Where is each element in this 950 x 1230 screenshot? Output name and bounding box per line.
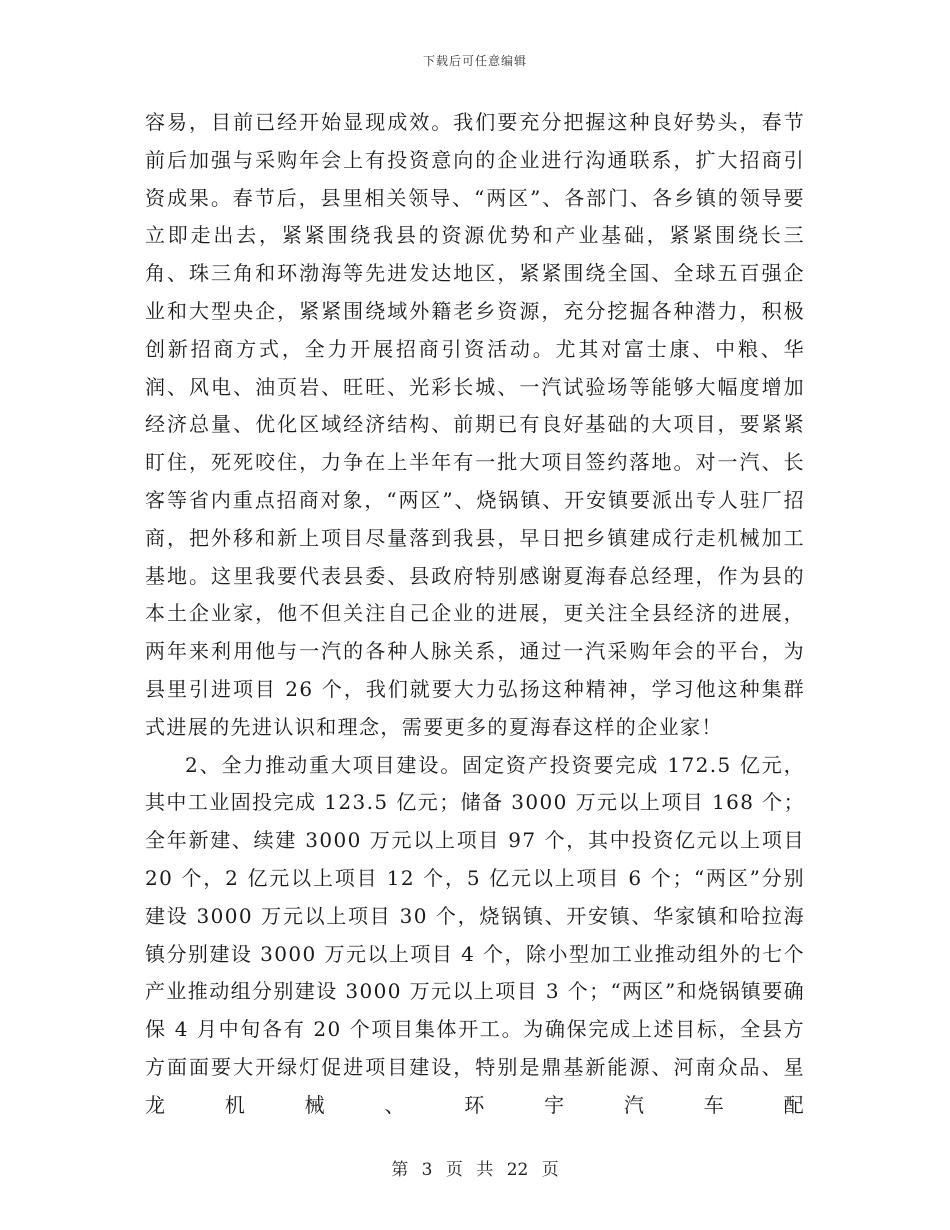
page-number-footer <box>0 1155 950 1180</box>
footer-label-total: 共 <box>476 1160 494 1180</box>
footer-label-prefix: 第 <box>391 1160 409 1180</box>
page-header-note: 下载后可任意编辑 <box>422 54 527 68</box>
footer-total-pages: 22 <box>506 1160 529 1180</box>
footer-label-suffix: 页 <box>541 1160 559 1180</box>
footer-current-page: 3 <box>421 1160 433 1180</box>
footer-label-page: 页 <box>445 1160 463 1180</box>
paragraph-2: 2、全力推动重大项目建设。固定资产投资要完成 172.5 亿元，其中工业固投完成 123.5 亿元；储备 3000 万元以上项目 168 个；全年新建、续建 3000 万元以上项目 97 个，其中投资亿元以上项目 20 个，2 亿元以上项目 12 个，5 亿元以上项目 6 个；“两区”分别建设 3000 万元以上项目 30 个，烧锅镇、开安镇、华家镇和哈拉海镇分别建设 3000 万元以上项目 4 个，除小型加工业推动组外的七个产业推动组分别建设 3000 万元以上项目 3 个；“两区”和烧锅镇要确保 4 月中旬各有 20 个项目集体开工。为确保完成上述目标，全县方方面面要大开绿灯促进项目建设，特别是鼎基新能源、河南众品、星龙机械、环宇汽车配 <box>145 752 805 1117</box>
document-body <box>145 104 805 1125</box>
paragraph-1: 容易，目前已经开始显现成效。我们要充分把握这种良好势头，春节前后加强与采购年会上有投资意向的企业进行沟通联系，扩大招商引资成果。春节后，县里相关领导、“两区”、各部门、各乡镇的领导要立即走出去，紧紧围绕我县的资源优势和产业基础，紧紧围绕长三角、珠三角和环渤海等先进发达地区，紧紧围绕全国、全球五百强企业和大型央企，紧紧围绕域外籍老乡资源，充分挖掘各种潜力，积极创新招商方式，全力开展招商引资活动。尤其对富士康、中粮、华润、风电、油页岩、旺旺、光彩长城、一汽试验场等能够大幅度增加经济总量、优化区域经济结构、前期已有良好基础的大项目，要紧紧盯住，死死咬住，力争在上半年有一批大项目签约落地。对一汽、长客等省内重点招商对象，“两区”、烧锅镇、开安镇要派出专人驻厂招商，把外移和新上项目尽量落到我县，早日把乡镇建成行走机械加工基地。这里我要代表县委、县政府特别感谢夏海春总经理，作为县的本土企业家，他不但关注自己企业的进展，更关注全县经济的进展，两年来利用他与一汽的各种人脉关系，通过一汽采购年会的平台，为县里引进项目 26 个，我们就要大力弘扬这种精神，学习他这种集群式进展的先进认识和理念，需要更多的夏海春这样的企业家！ <box>145 110 805 739</box>
